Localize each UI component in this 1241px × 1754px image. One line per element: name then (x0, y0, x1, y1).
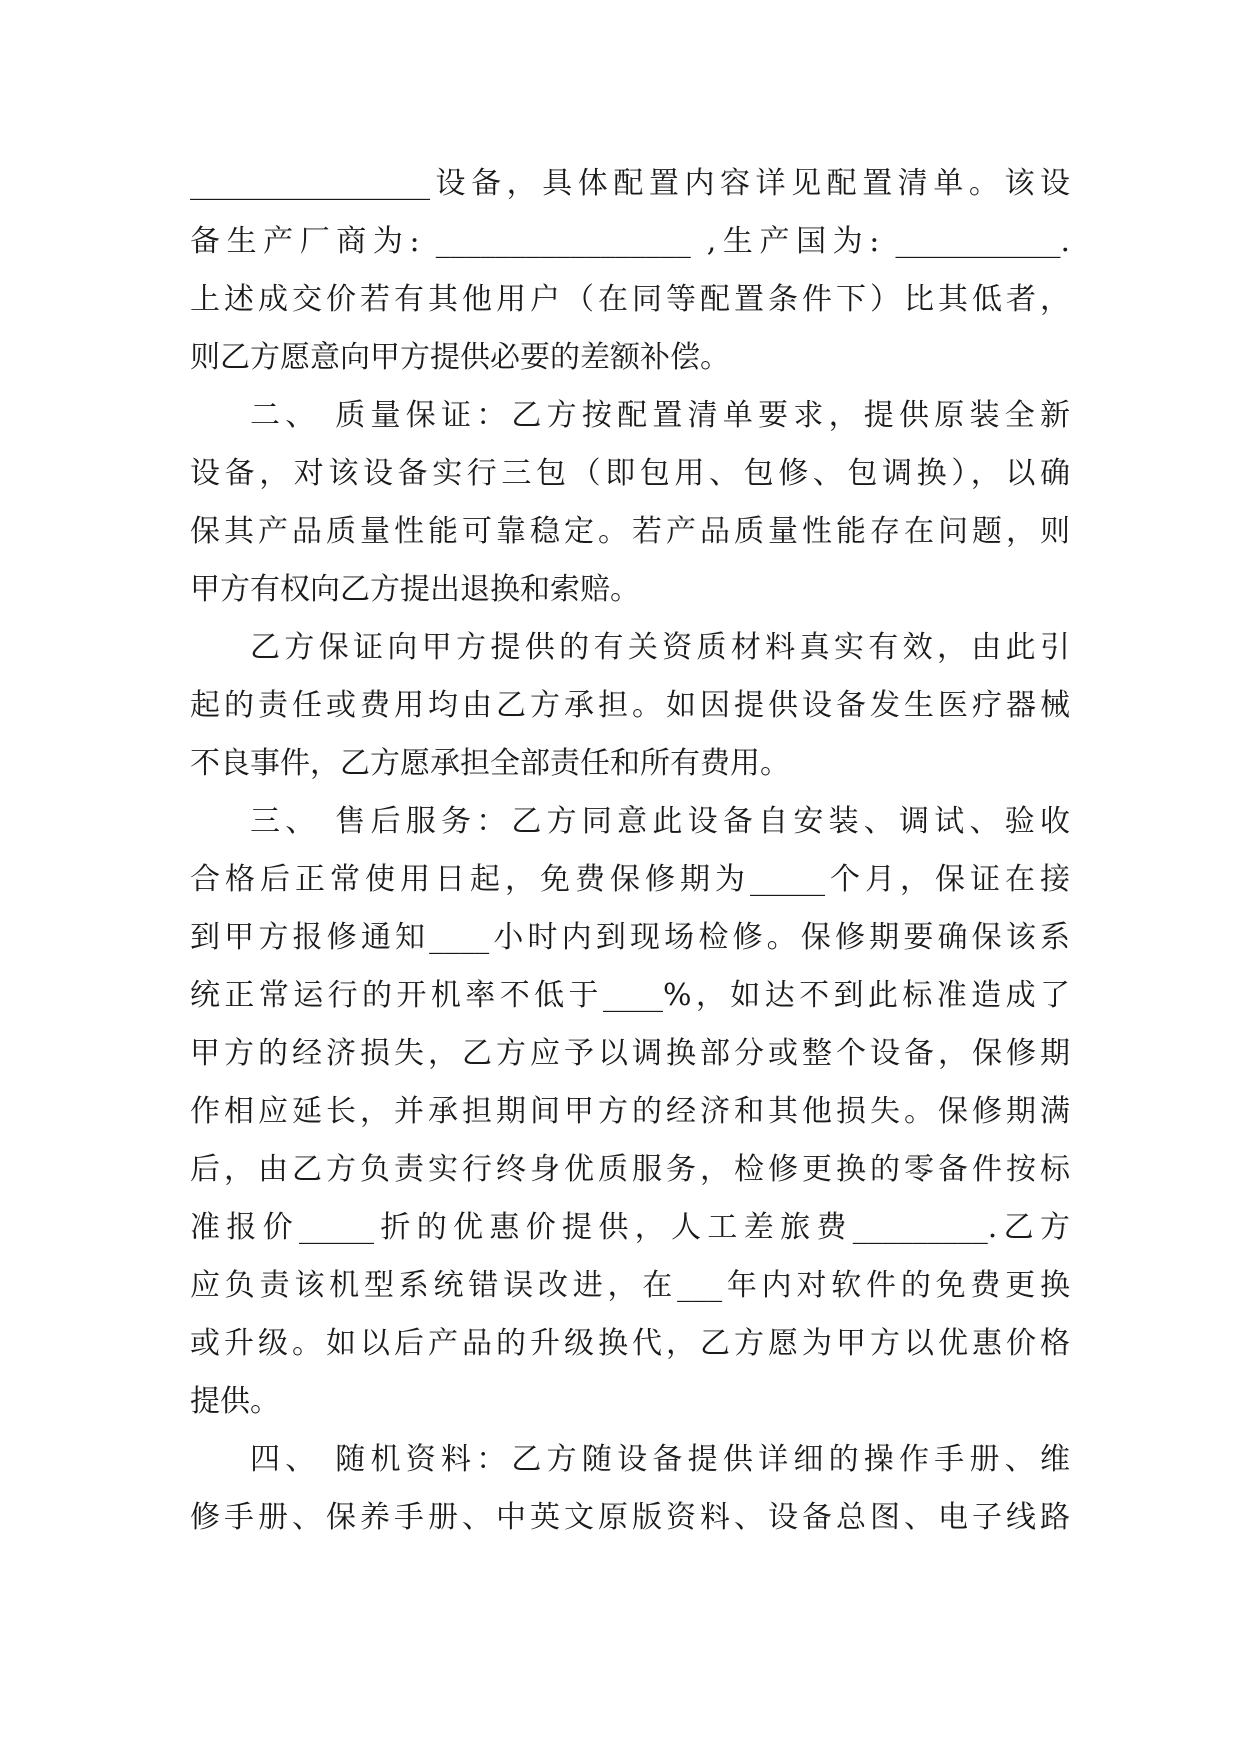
paragraph-line: ________________设备，具体配置内容详见配置清单。该设 (190, 166, 1070, 201)
paragraph-line: 甲方有权向乙方提出退换和索赔。 (190, 572, 640, 607)
paragraph-line: 统正常运行的开机率不低于____%，如达不到此标准造成了 (190, 978, 1070, 1013)
paragraph-line: 备生产厂商为: _________________ ,生产国为: ___________. (190, 224, 1070, 259)
paragraph-line: 准报价_____折的优惠价提供，人工差旅费_________.乙方 (190, 1210, 1070, 1245)
paragraph-line: 提供。 (190, 1384, 280, 1419)
paragraph-line: 后，由乙方负责实行终身优质服务，检修更换的零备件按标 (190, 1152, 1070, 1187)
paragraph-line: 合格后正常使用日起，免费保修期为_____个月，保证在接 (190, 862, 1070, 897)
paragraph-line: 则乙方愿意向甲方提供必要的差额补偿。 (190, 340, 730, 375)
document-body (190, 155, 1070, 1547)
paragraph-line: 不良事件，乙方愿承担全部责任和所有费用。 (190, 746, 790, 781)
paragraph-line: 乙方保证向甲方提供的有关资质材料真实有效，由此引 (250, 630, 1070, 665)
paragraph-line: 起的责任或费用均由乙方承担。如因提供设备发生医疗器械 (190, 688, 1070, 723)
paragraph-line: 应负责该机型系统错误改进，在___年内对软件的免费更换 (190, 1268, 1070, 1303)
paragraph-line: 设备，对该设备实行三包（即包用、包修、包调换），以确 (190, 456, 1070, 491)
paragraph-line: 作相应延长，并承担期间甲方的经济和其他损失。保修期满 (190, 1094, 1070, 1129)
paragraph-line: 上述成交价若有其他用户（在同等配置条件下）比其低者， (190, 282, 1070, 317)
paragraph-line: 或升级。如以后产品的升级换代，乙方愿为甲方以优惠价格 (190, 1326, 1070, 1361)
paragraph-line: 保其产品质量性能可靠稳定。若产品质量性能存在问题，则 (190, 514, 1070, 549)
section-heading-line: 三、 售后服务：乙方同意此设备自安装、调试、验收 (250, 804, 1070, 839)
section-heading-line: 二、 质量保证：乙方按配置清单要求，提供原装全新 (250, 398, 1070, 433)
paragraph-line: 甲方的经济损失，乙方应予以调换部分或整个设备，保修期 (190, 1036, 1070, 1071)
section-heading-line: 四、 随机资料：乙方随设备提供详细的操作手册、维 (250, 1442, 1070, 1477)
paragraph-line: 到甲方报修通知____小时内到现场检修。保修期要确保该系 (190, 920, 1070, 955)
paragraph-line: 修手册、保养手册、中英文原版资料、设备总图、电子线路 (190, 1500, 1070, 1535)
